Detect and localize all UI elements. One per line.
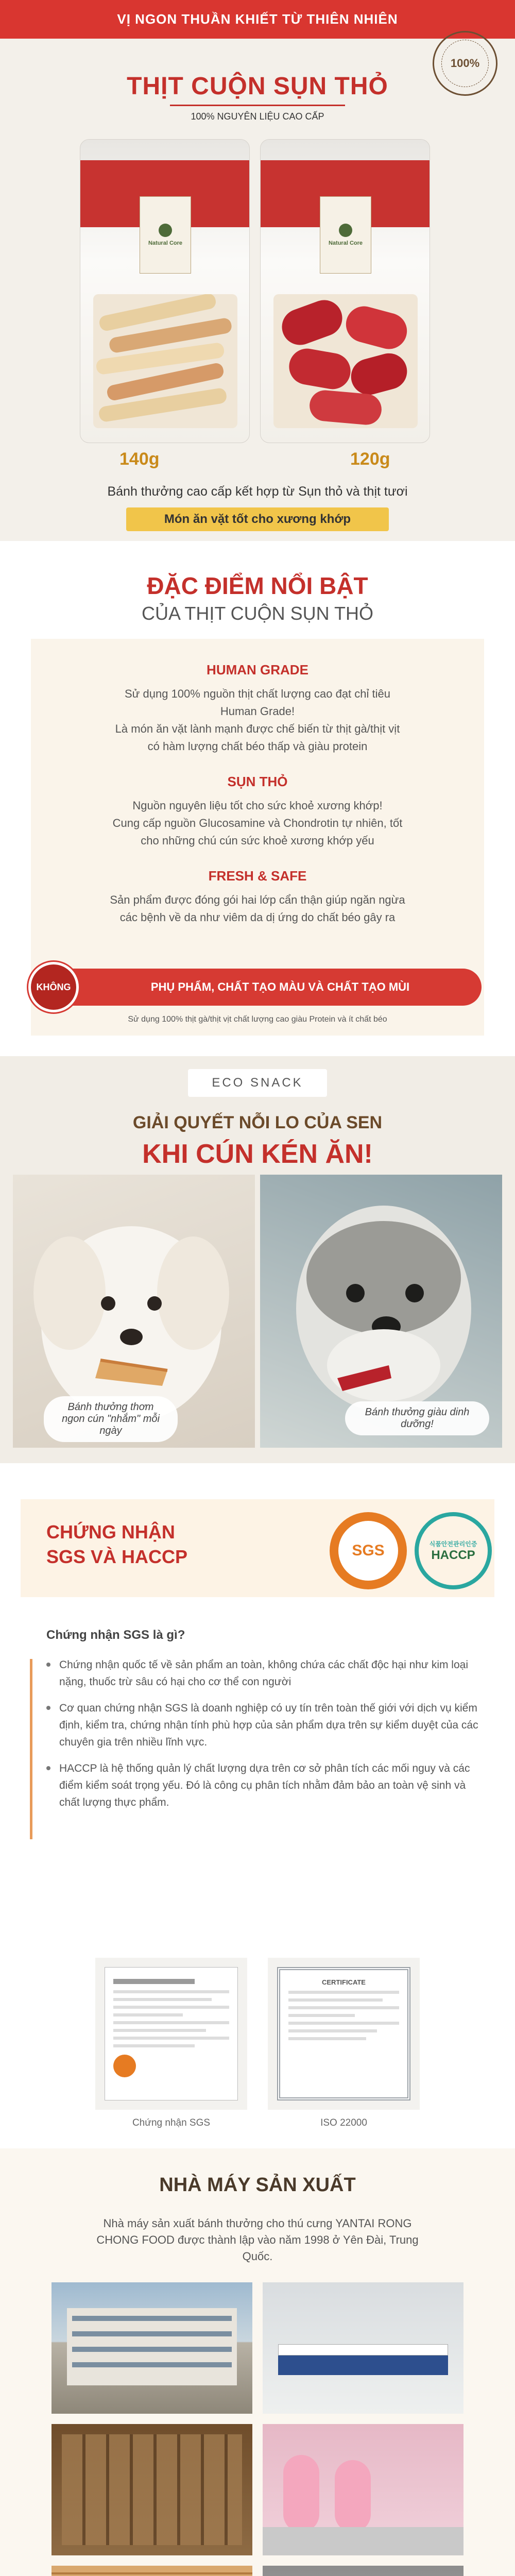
brand-logo-icon: Natural Core — [140, 196, 191, 274]
no-additives-banner — [33, 969, 482, 1006]
hero-topbar: VỊ NGON THUẦN KHIẾT TỪ THIÊN NHIÊN — [0, 0, 515, 39]
factory-oven-photo — [263, 2566, 464, 2576]
product-weight-left: 140g — [119, 449, 160, 469]
factory-section — [0, 2148, 515, 2576]
product-weight-right: 120g — [350, 449, 390, 469]
list-item: Chứng nhận quốc tế về sản phẩm an toàn, không chứa các chất độc hại như kim loại nặng, thuốc trừ sâu có hại cho cơ thể con người — [46, 1656, 484, 1690]
factory-title: NHÀ MÁY SẢN XUẤT — [159, 2174, 356, 2196]
no-additives-text: PHỤ PHẨM, CHẤT TẠO MÀU VÀ CHẤT TẠO MÙI — [150, 980, 410, 993]
feature-tag-fresh-safe: FRESH & SAFE — [208, 868, 307, 884]
features-heading: ĐẶC ĐIỂM NỔI BẬT — [147, 572, 368, 599]
feature-text: Nguồn nguyên liệu tốt cho sức khoẻ xương khớp! — [132, 799, 383, 812]
sgs-question: Chứng nhận SGS là gì? — [46, 1628, 185, 1642]
feature-text: có hàm lượng chất béo thấp và giàu protein — [147, 740, 368, 753]
factory-lab-photo — [263, 2282, 464, 2414]
sgs-badge-icon: SGS — [330, 1512, 407, 1589]
feature-text: Sản phẩm được đóng gói hai lớp cẩn thận giúp ngăn ngừa — [110, 893, 405, 906]
haccp-badge-icon: 식품안전관리인증 HACCP — [415, 1512, 492, 1589]
list-item: Cơ quan chứng nhận SGS là doanh nghiệp có uy tín trên toàn thế giới với dịch vụ kiểm định, kiểm tra, chứng nhận tính phù hợp của sản phẩm dựa trên sự kiểm duyệt của các chuyên gia trên nhiều lĩnh vực. — [46, 1700, 484, 1751]
certification-bullets — [46, 1656, 484, 1820]
brand-logo-icon: Natural Core — [320, 196, 371, 274]
sgs-certificate-caption: Chứng nhận SGS — [132, 2117, 211, 2128]
certification-header — [21, 1499, 494, 1597]
dog-photo-left — [13, 1175, 255, 1448]
hero-subtitle: 100% NGUYÊN LIỆU CAO CẤP — [191, 111, 324, 122]
hero-section — [0, 0, 515, 541]
iso-certificate-caption: ISO 22000 — [320, 2117, 367, 2128]
certification-divider — [30, 1659, 32, 1839]
certification-title: CHỨNG NHẬN SGS VÀ HACCP — [46, 1521, 188, 1567]
factory-intro: Nhà máy sản xuất bánh thưởng cho thú cưng YANTAI RONG CHONG FOOD được thành lập vào năm 1998 ở Yên Đài, Trung Quốc. — [96, 2217, 419, 2263]
hero-title: THỊT CUỘN SỤN THỎ — [127, 73, 388, 100]
iso-certificate-image: CERTIFICATE — [268, 1958, 420, 2110]
eco-snack-section — [0, 1056, 515, 1463]
product-bag-right — [260, 139, 430, 443]
dog-caption-left: Bánh thưởng thơm ngon cún "nhắm" mỗi ngày — [44, 1396, 178, 1442]
features-footnote: Sử dụng 100% thịt gà/thịt vịt chất lượng cao giàu Protein và ít chất béo — [128, 1015, 387, 1024]
feature-text: Là món ăn vặt lành mạnh được chế biến từ thịt gà/thịt vịt — [115, 722, 400, 735]
feature-tag-human-grade: HUMAN GRADE — [207, 662, 308, 677]
feature-text: Cung cấp nguồn Glucosamine và Chondrotin tự nhiên, tốt — [112, 817, 403, 829]
eco-subheading: KHI CÚN KÉN ĂN! — [142, 1139, 373, 1169]
product-treats-image — [273, 294, 418, 428]
eco-snack-tag: ECO SNACK — [188, 1069, 327, 1097]
factory-workers-photo — [263, 2424, 464, 2555]
feature-text: Human Grade! — [220, 705, 295, 718]
features-card — [31, 639, 484, 1036]
factory-building-photo — [52, 2282, 252, 2414]
certification-section — [0, 1463, 515, 2148]
product-bag-left — [80, 139, 250, 443]
factory-drying-photo — [52, 2424, 252, 2555]
hero-title-underline — [170, 105, 345, 106]
no-badge-icon: KHÔNG — [28, 962, 79, 1012]
quality-stamp-text: 100% — [441, 40, 489, 87]
feature-text: Sử dụng 100% nguồn thịt chất lượng cao đạt chỉ tiêu — [124, 687, 390, 700]
feature-tag-rabbit-cartilage: SỤN THỎ — [227, 774, 288, 789]
sgs-certificate-image — [95, 1958, 247, 2110]
dog-caption-right: Bánh thưởng giàu dinh dưỡng! — [345, 1401, 489, 1435]
factory-treats-tray-photo — [52, 2566, 252, 2576]
features-subheading: CỦA THỊT CUỘN SỤN THỎ — [141, 603, 374, 624]
eco-heading: GIẢI QUYẾT NỖI LO CỦA SEN — [132, 1113, 383, 1132]
hero-highlight-badge: Món ăn vặt tốt cho xương khớp — [126, 507, 389, 531]
hero-description: Bánh thưởng cao cấp kết hợp từ Sụn thỏ và thịt tươi — [107, 484, 408, 499]
feature-text: cho những chú cún sức khoẻ xương khớp yếu — [141, 834, 374, 847]
product-treats-image — [93, 294, 237, 428]
list-item: HACCP là hệ thống quản lý chất lượng dựa trên cơ sở phân tích các mối nguy và các điểm kiểm soát trọng yếu. Đó là công cụ phân tích nhằm đảm bảo an toàn vệ sinh và chất lượng thực phẩm. — [46, 1760, 484, 1811]
features-section — [0, 541, 515, 1056]
dog-photo-right — [260, 1175, 502, 1448]
feature-text: các bệnh về da như viêm da dị ứng do chất béo gây ra — [119, 911, 396, 924]
